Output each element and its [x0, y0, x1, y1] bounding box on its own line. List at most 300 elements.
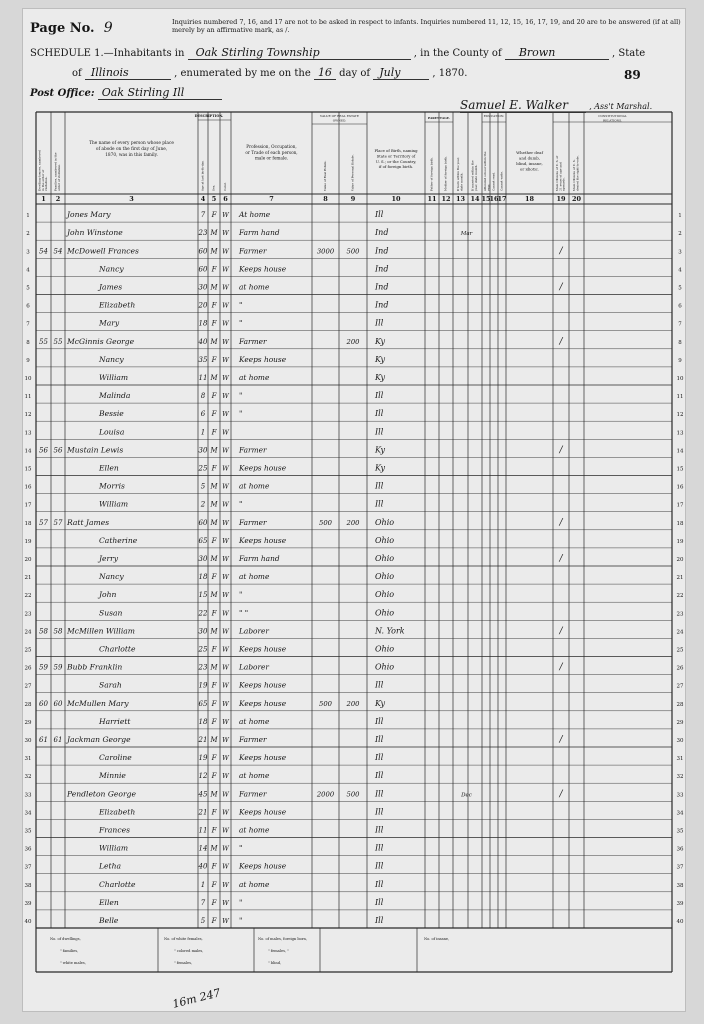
- row-number-left: 2: [26, 231, 30, 238]
- sex-value: M: [210, 446, 218, 455]
- footer-females: " females,: [174, 961, 193, 965]
- age-value: 6: [200, 410, 206, 419]
- real-estate-group-header: VALUE OF REAL ESTATE: [320, 114, 359, 118]
- person-name: Bessie: [99, 409, 124, 419]
- occupation-value: Farmer: [239, 246, 267, 256]
- real-estate-value: 500: [319, 699, 332, 708]
- parentage-group-header: PARENTAGE.: [427, 116, 451, 120]
- person-name: Catherine: [99, 535, 138, 545]
- person-name: Mary: [99, 318, 120, 328]
- row-number-right: 30: [676, 738, 684, 744]
- color-value: W: [222, 374, 229, 382]
- birthplace-value: Ill: [375, 499, 384, 509]
- person-name: Charlotte: [99, 644, 136, 654]
- column-header-17: Cannot write.: [499, 170, 504, 191]
- marshal-title: , Ass't Marshal.: [589, 102, 653, 111]
- age-value: 21: [198, 736, 208, 744]
- age-value: 40: [198, 337, 208, 346]
- census-sheet: [22, 8, 686, 1012]
- birthplace-value: Ill: [375, 825, 384, 835]
- color-value: W: [222, 555, 229, 563]
- citizen-mark: /: [559, 789, 563, 800]
- state-value: Illinois: [85, 66, 171, 80]
- row-number-right: 22: [676, 593, 684, 600]
- column-header-18: Whether deaf: [516, 150, 543, 155]
- birthplace-value: Ill: [375, 427, 384, 437]
- column-header-1: Dwelling-houses, numbered: [37, 150, 42, 191]
- row-number-right: 16: [676, 484, 684, 491]
- constitutional-group-header: CONSTITUTIONAL: [598, 114, 627, 118]
- row-number-left: 13: [24, 430, 32, 437]
- color-value: W: [222, 790, 229, 799]
- birthplace-value: Ohio: [375, 662, 395, 672]
- marshal-name: Samuel E. Walker: [460, 98, 586, 113]
- person-name: Caroline: [99, 753, 132, 763]
- sex-value: M: [210, 482, 218, 491]
- row-number-right: 3: [678, 249, 682, 256]
- person-name: Ellen: [99, 897, 119, 907]
- column-header-19: upwards.: [561, 177, 566, 191]
- inquiry-note: Inquiries numbered 7, 16, and 17 are not to be asked in respect to infants. Inquiries numbered 11, 12, 15, 16, 17, 19, and 20 are to be answered (if at all) merely by an affirmative mark, as /.: [172, 18, 681, 34]
- birthplace-value: Ill: [375, 879, 384, 889]
- row-number-right: 11: [676, 394, 684, 401]
- row-number-left: 30: [24, 738, 32, 744]
- occupation-value: Keeps house: [239, 807, 287, 817]
- sex-value: F: [211, 464, 217, 473]
- birthplace-value: Ill: [375, 680, 384, 690]
- sex-value: F: [211, 681, 217, 690]
- birthplace-value: Ind: [375, 264, 389, 274]
- person-name: Ellen: [99, 463, 119, 473]
- person-name: Jerry: [99, 554, 119, 563]
- column-header-10: if of foreign birth.: [378, 164, 414, 170]
- sex-value: F: [211, 917, 217, 925]
- citizen-mark: /: [559, 282, 563, 293]
- row-number-left: 14: [24, 448, 32, 455]
- column-number: 5: [211, 195, 217, 203]
- column-header-5: Sex.: [211, 184, 216, 191]
- column-header-20: Male Citizens of U. S.: [572, 159, 577, 191]
- birthplace-value: Ill: [375, 716, 384, 726]
- column-number: 11: [427, 195, 437, 203]
- birthplace-value: Ky: [375, 445, 385, 455]
- column-header-6: Color.: [222, 182, 227, 191]
- age-value: 30: [198, 555, 208, 563]
- person-name: Pendleton George: [67, 789, 136, 799]
- census-grid: [22, 8, 686, 1012]
- row-number-left: 1: [26, 213, 30, 220]
- occupation-value: Farmer: [239, 336, 267, 346]
- column-header-4: Age at last birth-day.: [200, 160, 205, 191]
- age-value: 23: [198, 663, 208, 672]
- occupation-value: ": [239, 843, 243, 853]
- row-number-right: 7: [678, 321, 682, 328]
- person-name: William: [99, 373, 129, 382]
- dwelling-number: 60: [39, 699, 48, 708]
- sex-value: F: [211, 319, 217, 328]
- row-number-right: 32: [676, 774, 684, 781]
- color-value: W: [222, 518, 229, 527]
- column-header-13: state month.: [459, 172, 464, 191]
- occupation-value: Keeps house: [239, 264, 287, 274]
- column-header-10: State or Territory of: [376, 153, 416, 159]
- sex-value: M: [210, 337, 218, 346]
- enumerated-label: , enumerated by me on the: [174, 68, 311, 79]
- occupation-value: Laborer: [239, 626, 269, 636]
- row-number-left: 20: [24, 557, 32, 563]
- row-number-right: 39: [676, 900, 684, 907]
- row-number-left: 33: [24, 792, 32, 799]
- row-number-left: 5: [26, 285, 30, 292]
- row-number-left: 10: [24, 376, 32, 382]
- row-number-left: 7: [26, 321, 30, 328]
- age-value: 60: [198, 518, 208, 527]
- personal-estate-value: 200: [346, 337, 360, 346]
- sex-value: F: [211, 428, 217, 437]
- age-value: 65: [198, 536, 208, 545]
- row-number-left: 17: [24, 502, 32, 509]
- person-name: Louisa: [99, 427, 125, 437]
- birthplace-value: Ill: [375, 916, 384, 925]
- occupation-value: at home: [239, 282, 270, 292]
- column-number: 9: [350, 195, 356, 203]
- occupation-value: ": [239, 409, 243, 419]
- age-value: 30: [198, 627, 208, 636]
- dwelling-number: 57: [39, 518, 48, 527]
- color-value: W: [222, 663, 229, 672]
- column-header-10: U. S.; or the Country,: [375, 158, 417, 164]
- marshal-line: [460, 98, 652, 113]
- birthplace-value: Ohio: [375, 535, 395, 545]
- footer-blind: " blind,: [268, 961, 282, 965]
- occupation-value: Farmer: [239, 445, 267, 455]
- color-value: W: [222, 591, 229, 600]
- column-header-2: order of visitation.: [57, 163, 61, 191]
- row-number-right: 37: [676, 864, 684, 871]
- row-number-right: 26: [676, 665, 684, 672]
- sex-value: M: [210, 374, 218, 382]
- month-value: July: [373, 66, 429, 80]
- row-number-left: 18: [24, 520, 32, 527]
- birthplace-value: Ill: [375, 318, 384, 328]
- person-name: Mustain Lewis: [67, 445, 124, 455]
- column-header-12: Mother of foreign birth.: [443, 155, 448, 191]
- birthplace-value: Ill: [375, 807, 384, 817]
- row-number-right: 35: [676, 828, 684, 835]
- column-number: 4: [200, 195, 206, 203]
- person-name: Charlotte: [99, 879, 136, 889]
- age-value: 1: [200, 428, 206, 437]
- column-header-15: year.: [486, 183, 491, 191]
- occupation-value: Laborer: [239, 662, 269, 672]
- row-number-left: 34: [24, 810, 32, 817]
- row-number-left: 35: [24, 828, 32, 835]
- person-name: McDowell Frances: [67, 246, 139, 256]
- column-header-7: Profession, Occupation,: [246, 144, 297, 149]
- person-name: William: [99, 499, 129, 509]
- column-header-2: Families, numbered in the: [53, 152, 58, 191]
- row-number-right: 25: [676, 647, 684, 654]
- row-number-left: 37: [24, 864, 32, 871]
- color-value: W: [222, 917, 229, 925]
- occupation-value: Keeps house: [239, 535, 287, 545]
- age-value: 60: [198, 265, 208, 274]
- person-name: Belle: [99, 916, 119, 925]
- family-number: 59: [53, 663, 63, 672]
- sex-value: M: [210, 229, 218, 238]
- occupation-value: at home: [239, 771, 270, 781]
- sex-value: F: [211, 609, 217, 618]
- occupation-value: ": [239, 318, 243, 328]
- occupation-value: Keeps house: [239, 680, 287, 690]
- color-value: W: [222, 301, 229, 310]
- age-value: 12: [198, 772, 208, 781]
- age-value: 30: [198, 446, 208, 455]
- dwelling-number: 61: [39, 736, 48, 744]
- column-header-7: male or female.: [254, 155, 289, 161]
- birthplace-value: Ohio: [375, 517, 395, 527]
- column-header-15: Attended school within the: [483, 151, 487, 191]
- dwelling-number: 55: [39, 337, 48, 346]
- citizen-mark: /: [559, 336, 563, 347]
- birthplace-value: Ohio: [375, 572, 395, 582]
- citizen-mark: /: [559, 735, 563, 745]
- age-value: 19: [198, 681, 208, 690]
- color-value: W: [222, 392, 229, 401]
- occupation-value: at home: [239, 825, 270, 835]
- person-name: John: [99, 590, 117, 600]
- sex-value: F: [211, 573, 217, 582]
- person-name: Harriett: [99, 716, 131, 726]
- color-value: W: [222, 410, 229, 419]
- row-number-right: 10: [676, 376, 684, 382]
- row-number-right: 4: [678, 267, 682, 274]
- footer-foreign-males: No. of males, foreign born,: [258, 937, 308, 941]
- person-name: Ratt James: [67, 517, 110, 527]
- stamp-number: 89: [624, 68, 641, 82]
- column-number: 14: [470, 195, 480, 203]
- row-number-left: 8: [26, 339, 30, 346]
- row-number-left: 40: [24, 919, 32, 925]
- birthplace-value: Ky: [375, 373, 385, 382]
- citizen-mark: /: [559, 445, 563, 456]
- footer-insane: No. of insane,: [424, 937, 450, 941]
- column-header-14: If married within the: [470, 160, 475, 191]
- row-number-left: 6: [26, 303, 30, 310]
- birthplace-value: Ill: [375, 861, 384, 871]
- occupation-value: " ": [239, 608, 249, 618]
- age-value: 30: [198, 283, 208, 292]
- sex-value: F: [211, 808, 217, 817]
- sex-value: M: [210, 790, 218, 799]
- sex-value: F: [211, 880, 217, 889]
- color-value: W: [222, 247, 229, 256]
- family-number: 60: [53, 699, 63, 708]
- real-estate-value: 500: [319, 518, 332, 527]
- age-value: 45: [198, 790, 208, 799]
- sex-value: F: [211, 772, 217, 781]
- post-office-value: Oak Stirling Ill: [98, 86, 222, 100]
- personal-estate-value: 500: [346, 790, 360, 799]
- page-number-line: [30, 20, 113, 36]
- age-value: 20: [198, 301, 208, 310]
- age-value: 7: [200, 898, 206, 907]
- birthplace-value: Ill: [375, 391, 384, 401]
- age-value: 18: [198, 573, 208, 582]
- family-number: 57: [53, 518, 63, 527]
- sex-value: F: [211, 699, 217, 708]
- sex-value: F: [211, 754, 217, 763]
- column-number: 3: [129, 195, 134, 203]
- person-name: Jackman George: [67, 735, 131, 744]
- description-group-header: DESCRIPTION.: [194, 114, 224, 118]
- row-number-right: 13: [676, 430, 684, 437]
- citizen-mark: /: [559, 626, 563, 637]
- occupation-value: ": [239, 916, 243, 925]
- day-value: 16: [314, 66, 336, 80]
- occupation-value: at home: [239, 879, 270, 889]
- column-number: 19: [556, 195, 566, 203]
- real-estate-group-header: OWNED.: [332, 118, 347, 123]
- color-value: W: [222, 573, 229, 582]
- age-value: 40: [198, 862, 208, 871]
- sex-value: M: [210, 663, 218, 672]
- of-label: of: [72, 68, 82, 79]
- column-header-7: or Trade of each person,: [245, 149, 298, 155]
- age-value: 19: [198, 754, 208, 763]
- occupation-value: Farm hand: [239, 228, 280, 238]
- occupation-value: at home: [239, 716, 270, 726]
- occupation-value: ": [239, 897, 243, 907]
- color-value: W: [222, 355, 229, 364]
- footer-foreign-females: " females, ": [268, 949, 289, 953]
- color-value: W: [222, 319, 229, 328]
- person-name: Bubb Franklin: [67, 662, 123, 672]
- row-number-right: 18: [676, 520, 684, 527]
- column-header-20: denied the right to vote.: [575, 155, 580, 191]
- row-number-right: 24: [676, 629, 684, 636]
- row-number-right: 17: [676, 502, 684, 509]
- citizen-mark: /: [559, 246, 563, 257]
- sex-value: F: [211, 717, 217, 726]
- row-number-left: 24: [24, 629, 32, 636]
- color-value: W: [222, 844, 229, 853]
- color-value: W: [222, 337, 229, 346]
- birthplace-value: Ohio: [375, 608, 395, 618]
- column-number: 13: [455, 195, 466, 203]
- column-number: 1: [41, 195, 46, 203]
- birthplace-value: Ill: [375, 789, 384, 799]
- row-number-right: 14: [676, 448, 684, 455]
- birthplace-value: Ky: [375, 698, 385, 708]
- birthplace-value: Ky: [375, 336, 385, 346]
- person-name: McGinnis George: [67, 336, 135, 346]
- color-value: W: [222, 609, 229, 618]
- citizen-mark: /: [559, 554, 563, 564]
- age-value: 2: [200, 500, 206, 509]
- enumeration-line: [72, 66, 467, 80]
- row-number-left: 16: [24, 484, 32, 491]
- row-number-right: 1: [678, 213, 682, 220]
- schedule-label: SCHEDULE 1.—Inhabitants in: [30, 48, 185, 59]
- color-value: W: [222, 283, 229, 292]
- family-number: 56: [53, 446, 63, 455]
- birthplace-value: Ill: [375, 753, 384, 763]
- age-value: 65: [198, 699, 208, 708]
- age-value: 25: [198, 464, 208, 473]
- sex-value: M: [210, 844, 218, 853]
- person-name: Malinda: [99, 391, 131, 401]
- age-value: 5: [200, 917, 206, 925]
- row-number-right: 33: [676, 792, 684, 799]
- birthplace-value: Ill: [375, 409, 384, 419]
- occupation-value: Farmer: [239, 517, 267, 527]
- age-value: 35: [198, 355, 208, 364]
- row-number-right: 23: [676, 611, 684, 618]
- column-number: 20: [571, 195, 582, 203]
- column-number: 6: [223, 195, 228, 203]
- real-estate-value: 2000: [316, 790, 335, 799]
- row-number-right: 36: [676, 846, 684, 853]
- age-value: 14: [198, 844, 208, 853]
- county-value: Brown: [505, 46, 609, 60]
- birthplace-value: N. York: [375, 626, 405, 636]
- row-number-left: 38: [24, 882, 32, 889]
- occupation-value: Keeps house: [239, 753, 287, 763]
- column-header-19: Male Citizens of U. S. of: [554, 155, 559, 191]
- row-number-right: 15: [676, 466, 684, 473]
- occupation-value: At home: [239, 210, 271, 220]
- color-value: W: [222, 862, 229, 871]
- person-name: McMullen Mary: [67, 698, 129, 708]
- color-value: W: [222, 482, 229, 491]
- age-value: 22: [198, 609, 208, 618]
- occupation-value: Farm hand: [239, 554, 280, 563]
- row-number-left: 27: [24, 683, 32, 690]
- footer-families: " families,: [60, 949, 79, 953]
- person-name: Elizabeth: [99, 807, 136, 817]
- post-office-label: Post Office:: [30, 88, 95, 99]
- birthplace-value: Ill: [375, 771, 384, 781]
- family-number: 55: [53, 337, 63, 346]
- age-value: 21: [198, 808, 208, 817]
- age-value: 7: [200, 211, 206, 220]
- occupation-value: Keeps house: [239, 644, 287, 654]
- page-number: 9: [103, 20, 113, 36]
- color-value: W: [222, 627, 229, 636]
- person-name: John Winstone: [67, 228, 123, 238]
- column-header-8: Value of Real Estate.: [322, 160, 327, 191]
- column-header-3: 1870, was in this family.: [105, 152, 158, 158]
- person-name: James: [99, 282, 123, 292]
- row-number-right: 28: [676, 701, 684, 708]
- row-number-left: 9: [26, 357, 30, 364]
- color-value: W: [222, 265, 229, 274]
- personal-estate-value: 500: [346, 247, 360, 256]
- occupation-value: ": [239, 499, 243, 509]
- column-header-1: visitation.: [44, 176, 49, 191]
- row-number-left: 3: [26, 249, 30, 256]
- birthplace-value: Ill: [375, 735, 384, 744]
- row-number-right: 2: [678, 231, 682, 238]
- column-header-3: The name of every person whose place: [89, 141, 174, 146]
- year-value: , 1870.: [432, 68, 468, 79]
- age-value: 11: [198, 374, 208, 382]
- column-header-18: or idiotic.: [520, 166, 539, 172]
- row-number-left: 36: [24, 846, 32, 853]
- age-value: 25: [198, 645, 208, 654]
- sex-value: M: [210, 555, 218, 563]
